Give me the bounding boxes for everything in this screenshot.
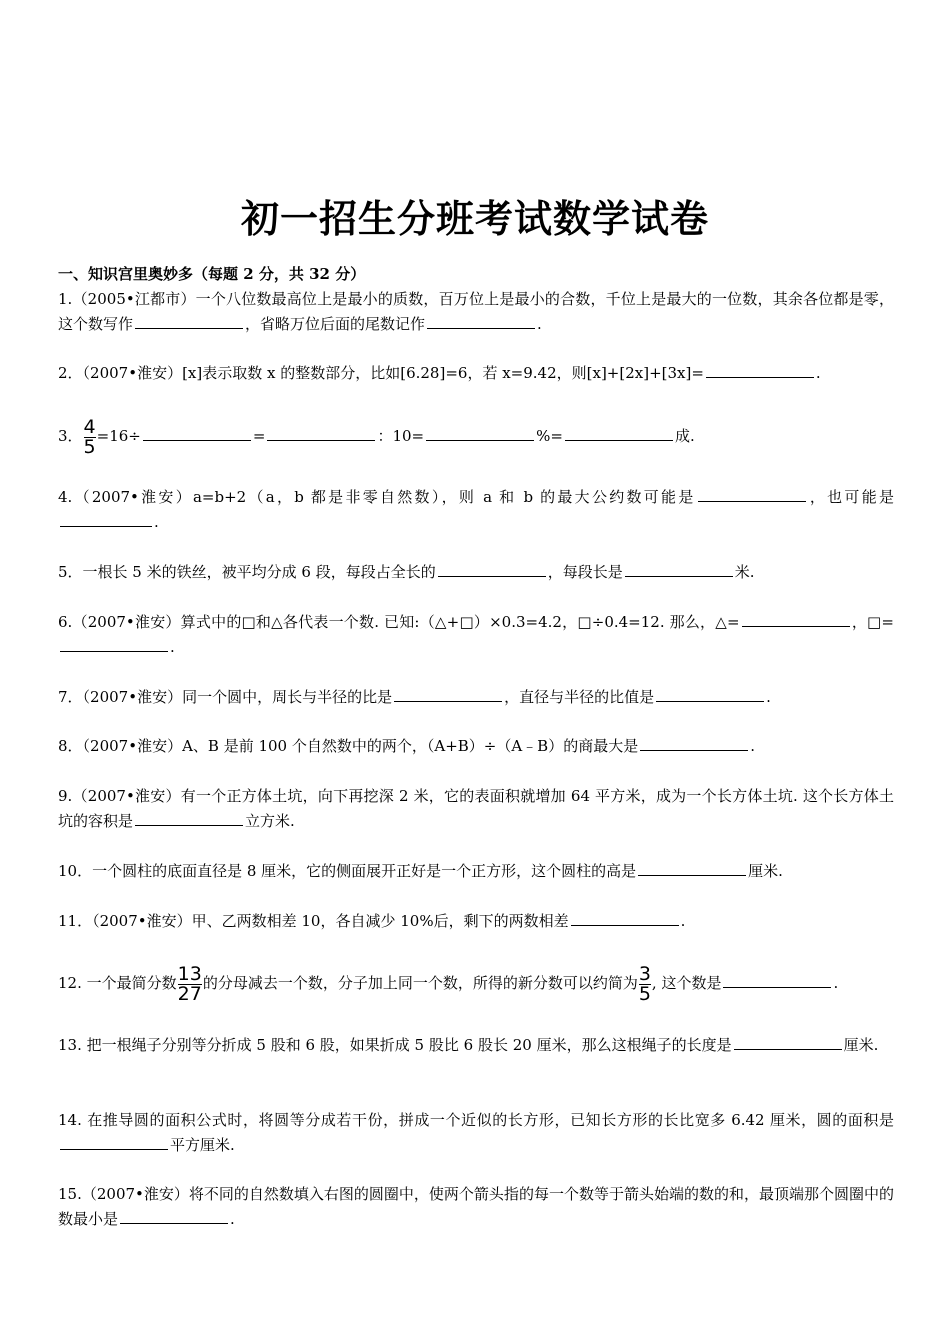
question-4: 4.（2007•淮安）a=b+2（a，b 都是非零自然数），则 a 和 b 的最大公约数可能是 ，也可能是.: [58, 488, 894, 531]
question-2: 2．（2007•淮安）[x]表示取数 x 的整数部分，比如[6.28]=6，若 x=9.42，则[x]+[2x]+[3x]= .: [58, 364, 821, 382]
answer-blank[interactable]: [706, 362, 814, 378]
answer-blank[interactable]: [742, 611, 850, 627]
question-11: 11．（2007•淮安）甲、乙两数相差 10，各自减少 10%后，剩下的两数相差 .: [58, 912, 686, 930]
section-heading: 一、知识宫里奥妙多（每题 2 分，共 32 分）: [58, 265, 366, 283]
answer-blank[interactable]: [267, 425, 375, 441]
question-13: 13. 把一根绳子分别等分折成 5 股和 6 股，如果折成 5 股比 6 股长 20 厘米，那么这根绳子的长度是 厘米.: [58, 1036, 879, 1054]
question-3: 3． $\frac{4}{5}$ =16÷ = ：10= %= 成.: [58, 415, 695, 458]
fraction: $\frac{3}{5}$: [638, 962, 651, 1005]
answer-blank[interactable]: [698, 486, 806, 502]
answer-blank[interactable]: [638, 860, 746, 876]
page-title: 初一招生分班考试数学试卷: [240, 196, 709, 241]
answer-blank[interactable]: [640, 735, 748, 751]
question-14: 14. 在推导圆的面积公式时，将圆等分成若干份，拼成一个近似的长方形，已知长方形的长比宽多 6.42 厘米，圆的面积是平方厘米.: [58, 1111, 894, 1154]
answer-blank[interactable]: [135, 313, 243, 329]
answer-blank[interactable]: [625, 561, 733, 577]
answer-blank[interactable]: [734, 1034, 842, 1050]
answer-blank[interactable]: [135, 810, 243, 826]
answer-blank[interactable]: [438, 561, 546, 577]
answer-blank[interactable]: [60, 636, 168, 652]
answer-blank[interactable]: [571, 910, 679, 926]
answer-blank[interactable]: [656, 686, 764, 702]
question-1: 1.（2005•江都市）一个八位数最高位上是最小的质数，百万位上是最小的合数，千位上是最大的一位数，其余各位都是零，这个数写作 ，省略万位后面的尾数记作 .: [58, 290, 894, 333]
answer-blank[interactable]: [60, 511, 152, 527]
question-12: 12. 一个最简分数 $\frac{13}{27}$ 的分母减去一个数，分子加上同一个数，所得的新分数可以约简为 $\frac{3}{5}$ , 这个数是 .: [58, 962, 839, 1005]
answer-blank[interactable]: [565, 425, 673, 441]
answer-blank[interactable]: [60, 1134, 168, 1150]
answer-blank[interactable]: [143, 425, 251, 441]
question-8: 8．（2007•淮安）A、B 是前 100 个自然数中的两个，（A+B）÷（A﹣B）的商最大是 .: [58, 737, 755, 755]
answer-blank[interactable]: [394, 686, 502, 702]
answer-blank[interactable]: [426, 425, 534, 441]
question-7: 7．（2007•淮安）同一个圆中，周长与半径的比是 ，直径与半径的比值是 .: [58, 688, 771, 706]
answer-blank[interactable]: [427, 313, 535, 329]
question-6: 6.（2007•淮安）算式中的□和△各代表一个数. 已知:（△+□）×0.3=4.2，□÷0.4=12. 那么，△= ，□=.: [58, 613, 894, 656]
fraction: $\frac{4}{5}$: [83, 415, 96, 458]
answer-blank[interactable]: [723, 972, 831, 988]
fraction: $\frac{13}{27}$: [177, 962, 202, 1005]
question-10: 10．一个圆柱的底面直径是 8 厘米，它的侧面展开正好是一个正方形，这个圆柱的高是 厘米.: [58, 862, 783, 880]
answer-blank[interactable]: [120, 1208, 228, 1224]
question-9: 9.（2007•淮安）有一个正方体土坑，向下再挖深 2 米，它的表面积就增加 64 平方米，成为一个长方体土坑. 这个长方体土坑的容积是 立方米.: [58, 787, 894, 830]
question-5: 5．一根长 5 米的铁丝，被平均分成 6 段，每段占全长的 ，每段长是 米.: [58, 563, 755, 581]
question-15: 15.（2007•淮安）将不同的自然数填入右图的圆圈中，使两个箭头指的每一个数等于箭头始端的数的和，最顶端那个圆圈中的数最小是 .: [58, 1185, 894, 1228]
